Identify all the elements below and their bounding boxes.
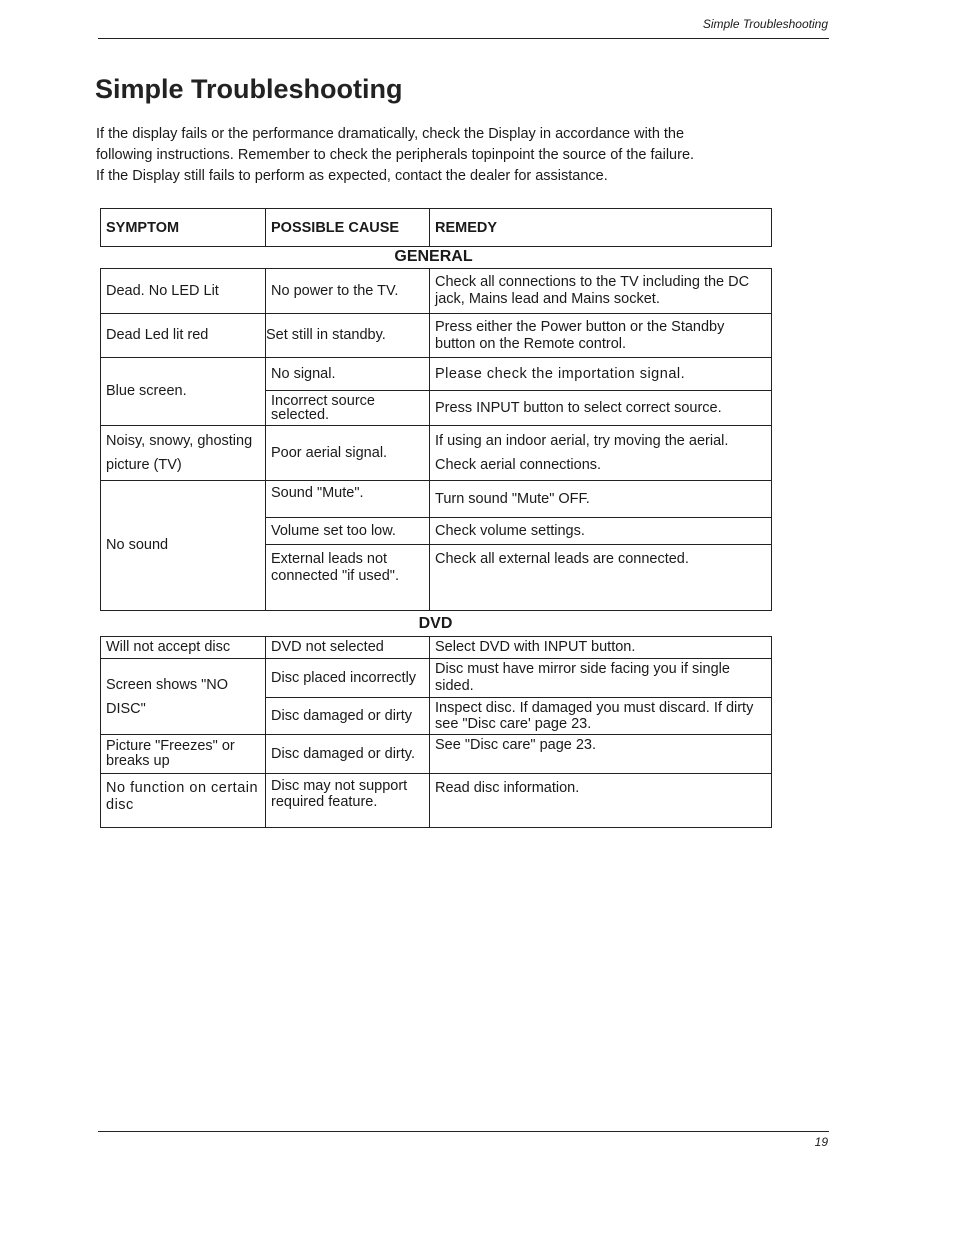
remedy-cell: Check all connections to the TV including the DC jack, Mains lead and Mains socket. <box>430 269 772 314</box>
table-row <box>101 426 772 481</box>
remedy-cell: Select DVD with INPUT button. <box>430 637 772 659</box>
troubleshooting-table-header <box>100 208 772 247</box>
cause-cell: Set still in standby. <box>266 314 430 358</box>
dvd-table <box>100 636 772 828</box>
remedy-cell: Press either the Power button or the Standby button on the Remote control. <box>430 314 772 358</box>
symptom-cell: Dead Led lit red <box>101 314 266 358</box>
remedy-cell: Please check the importation signal. <box>430 358 772 391</box>
symptom-cell: No sound <box>101 481 266 611</box>
symptom-cell: Blue screen. <box>101 358 266 426</box>
remedy-cell: Check volume settings. <box>430 518 772 545</box>
column-header-remedy: REMEDY <box>430 209 772 247</box>
symptom-cell: Will not accept disc <box>101 637 266 659</box>
table-row <box>101 735 772 774</box>
symptom-cell: No function on certain disc <box>101 774 266 828</box>
symptom-cell: Noisy, snowy, ghosting picture (TV) <box>101 426 266 481</box>
cause-cell: External leads not connected "if used". <box>266 545 430 611</box>
remedy-cell: See "Disc care" page 23. <box>430 735 772 774</box>
intro-line: If the Display still fails to perform as expected, contact the dealer for assistance. <box>96 168 608 184</box>
remedy-cell: Turn sound "Mute" OFF. <box>430 481 772 518</box>
footer-rule <box>98 1131 829 1132</box>
table-row <box>101 358 772 391</box>
header-rule <box>98 38 829 39</box>
cause-cell: No signal. <box>266 358 430 391</box>
table-row <box>101 637 772 659</box>
cause-cell: Sound "Mute". <box>266 481 430 518</box>
intro-line: If the display fails or the performance dramatically, check the Display in accordance with the <box>96 126 685 142</box>
cause-cell: Disc placed incorrectly <box>266 659 430 698</box>
running-header: Simple Troubleshooting <box>702 17 828 31</box>
intro-line: following instructions. Remember to check the peripherals topinpoint the source of the failure. <box>96 147 695 163</box>
general-table <box>100 268 772 611</box>
page-number: 19 <box>814 1135 828 1149</box>
header-row <box>101 209 772 247</box>
remedy-cell: Disc must have mirror side facing you if single sided. <box>430 659 772 698</box>
table-row <box>101 481 772 518</box>
cause-cell: No power to the TV. <box>266 269 430 314</box>
symptom-cell: Screen shows "NO DISC" <box>101 659 266 735</box>
remedy-cell: Read disc information. <box>430 774 772 828</box>
section-label-general: GENERAL <box>394 248 473 265</box>
cause-cell: Incorrect source selected. <box>266 391 430 426</box>
intro-paragraph <box>96 124 776 187</box>
cause-cell: DVD not selected <box>266 637 430 659</box>
column-header-cause: POSSIBLE CAUSE <box>266 209 430 247</box>
cause-cell: Poor aerial signal. <box>266 426 430 481</box>
table-row <box>101 269 772 314</box>
table-row <box>101 774 772 828</box>
section-label-dvd: DVD <box>418 615 453 632</box>
cause-cell: Disc damaged or dirty <box>266 698 430 735</box>
remedy-cell: Inspect disc. If damaged you must discard. If dirty see "Disc care' page 23. <box>430 698 772 735</box>
cause-cell: Disc damaged or dirty. <box>266 735 430 774</box>
table-row <box>101 314 772 358</box>
remedy-cell: Press INPUT button to select correct source. <box>430 391 772 426</box>
remedy-cell: If using an indoor aerial, try moving the aerial. Check aerial connections. <box>430 426 772 481</box>
page-title: Simple Troubleshooting <box>95 74 403 104</box>
cause-cell: Disc may not support required feature. <box>266 774 430 828</box>
table-row <box>101 659 772 698</box>
symptom-cell: Dead. No LED Lit <box>101 269 266 314</box>
column-header-symptom: SYMPTOM <box>101 209 266 247</box>
remedy-cell: Check all external leads are connected. <box>430 545 772 611</box>
cause-cell: Volume set too low. <box>266 518 430 545</box>
symptom-cell: Picture "Freezes" or breaks up <box>101 735 266 774</box>
